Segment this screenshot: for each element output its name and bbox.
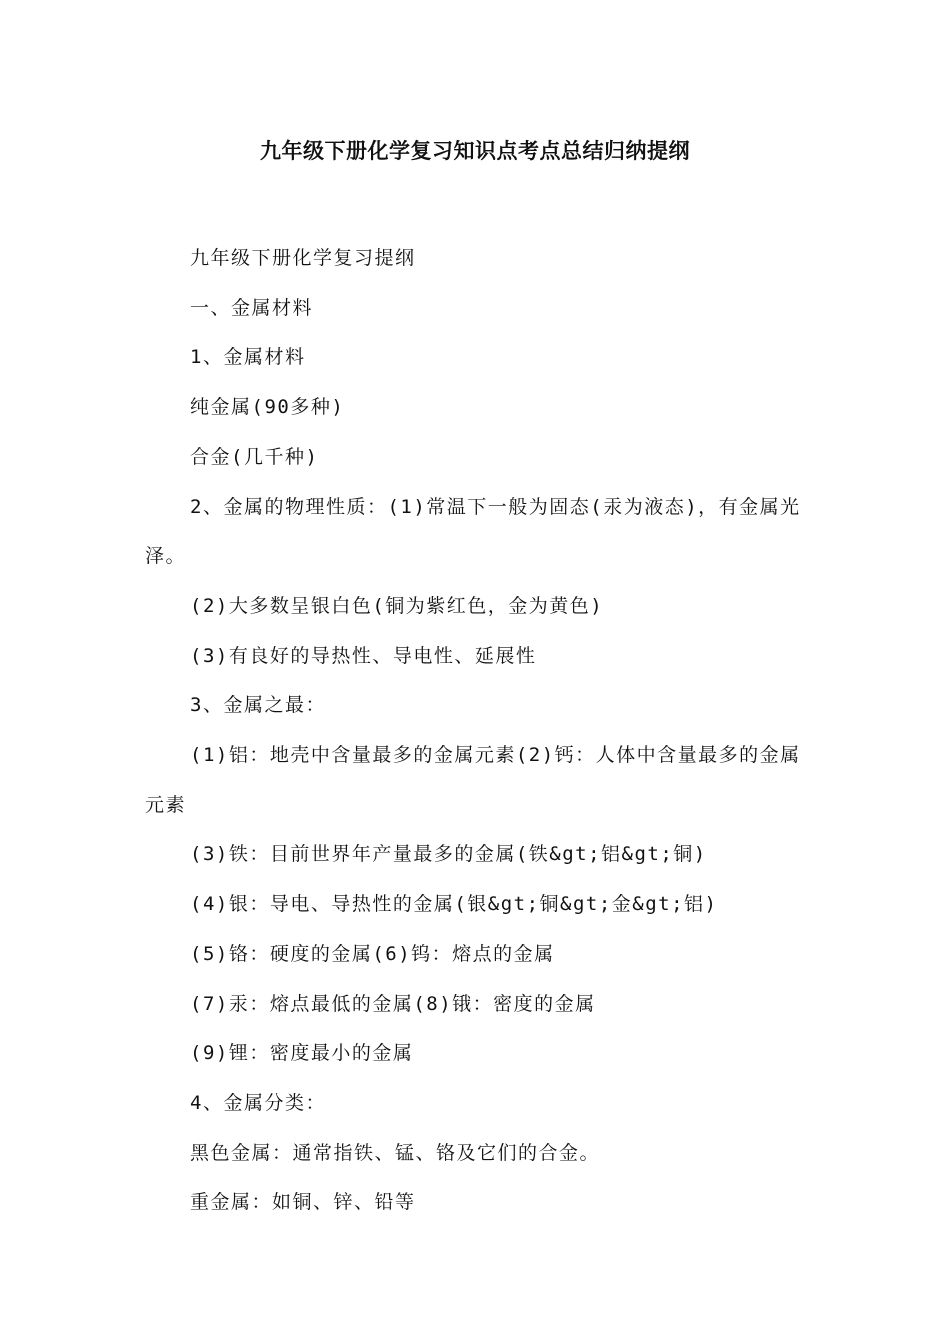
paragraph-physical-properties: 2、金属的物理性质：(1)常温下一般为固态(汞为液态)，有金属光泽。 <box>145 495 801 568</box>
paragraph-pure-metals: 纯金属(90多种) <box>190 396 345 419</box>
paragraph-metal-classification: 4、金属分类： <box>190 1091 326 1114</box>
paragraph-section-metal-materials: 一、金属材料 <box>190 296 314 319</box>
paragraph-silver: (4)银：导电、导热性的金属(银&gt;铜&gt;金&gt;铝) <box>190 893 718 916</box>
document-body <box>145 234 810 1228</box>
paragraph-iron: (3)铁：目前世界年产量最多的金属(铁&gt;铝&gt;铜) <box>190 843 707 866</box>
paragraph-chromium-tungsten: (5)铬：硬度的金属(6)钨：熔点的金属 <box>190 942 555 965</box>
document-title: 九年级下册化学复习知识点考点总结归纳提纲 <box>260 139 690 163</box>
paragraph-metal-superlatives: 3、金属之最： <box>190 694 326 717</box>
paragraph-heavy-metals: 重金属：如铜、锌、铅等 <box>190 1191 416 1214</box>
paragraph-ferrous-metals: 黑色金属：通常指铁、锰、铬及它们的合金。 <box>190 1141 601 1164</box>
paragraph-outline-heading: 九年级下册化学复习提纲 <box>190 247 416 269</box>
paragraph-item-metal-materials: 1、金属材料 <box>190 346 306 369</box>
paragraph-alloys: 合金(几千种) <box>190 445 319 468</box>
paragraph-property-color: (2)大多数呈银白色(铜为紫红色，金为黄色) <box>190 594 604 617</box>
paragraph-aluminum-calcium: (1)铝：地壳中含量最多的金属元素(2)钙：人体中含量最多的金属元素 <box>145 744 801 816</box>
paragraph-mercury-osmium: (7)汞：熔点最低的金属(8)锇：密度的金属 <box>190 992 596 1015</box>
paragraph-property-conductivity: (3)有良好的导热性、导电性、延展性 <box>190 644 537 667</box>
paragraph-lithium: (9)锂：密度最小的金属 <box>190 1042 414 1065</box>
